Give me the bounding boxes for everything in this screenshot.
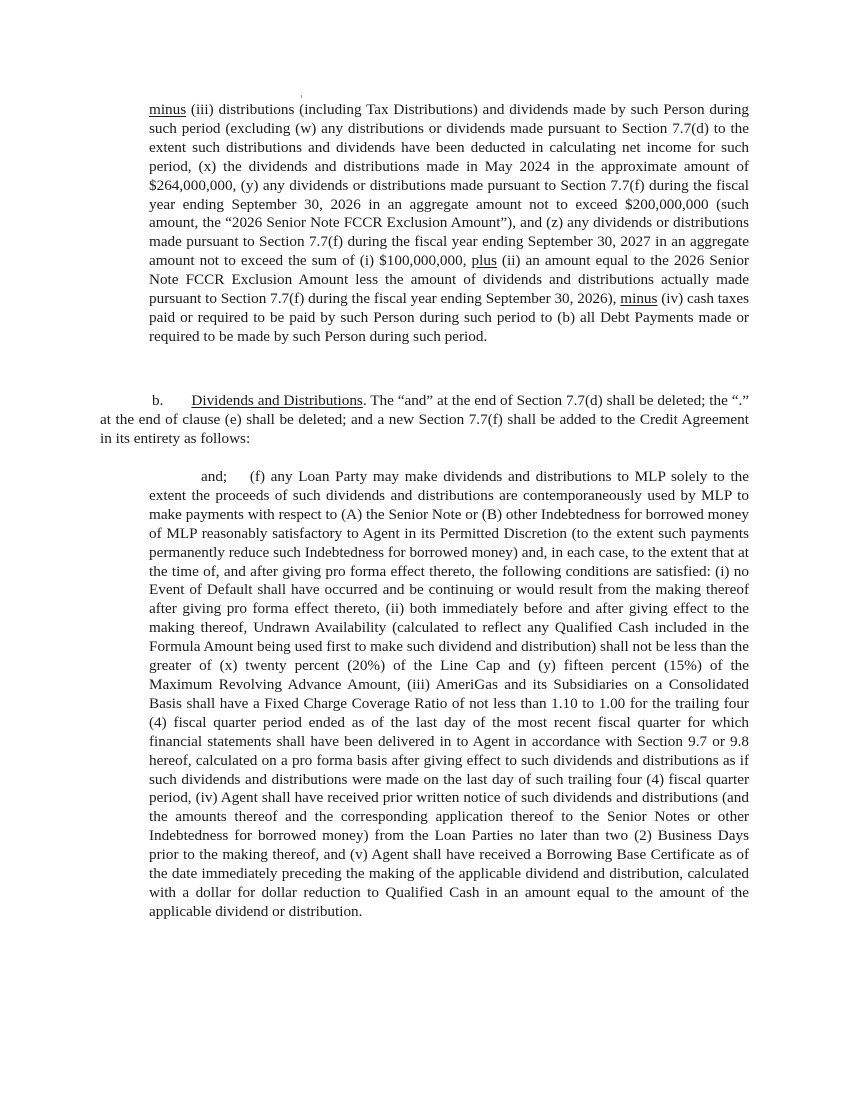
stray-mark <box>301 95 302 98</box>
section-letter: b. <box>152 392 164 409</box>
paragraph-dividends-and-distributions <box>100 392 749 449</box>
paragraph-text: (f) any Loan Party may make dividends and distributions to MLP solely to the extent the proceeds of such dividends and distributions are contemporaneously used by MLP to make payments with respect to (A) the Senior Note or (B) other Indebtedness for borrowed money of MLP reasonably satisfactory to Agent in its Permitted Discretion (to the extent such payments permanently reduce such Indebtedness for borrowed money) and, in each case, to the extent that at the time of, and after giving pro forma effect thereto, the following conditions are satisfied: (i) no Event of Default shall have occurred and be continuing or would result from the making thereof after giving pro forma effect thereto, (ii) both immediately before and after giving effect to the making thereof, Undrawn Availability (calculated to reflect any Qualified Cash included in the Formula Amount being used first to make such dividend and distribution) shall not be less than the greater of (x) twenty percent (20%) of the Line Cap and (y) fifteen percent (15%) of the Maximum Revolving Advance Amount, (iii) AmeriGas and its Subsidiaries on a Consolidated Basis shall have a Fixed Charge Coverage Ratio of not less than 1.10 to 1.00 for the trailing four (4) fiscal quarter period ended as of the last day of the most recent fiscal quarter for which financial statements shall have been delivered in to Agent in accordance with Section 9.7 or 9.8 hereof, calculated on a pro forma basis after giving effect to such dividends and distributions as if such dividends and distributions were made on the last day of such trailing four (4) fiscal quarter period, (iv) Agent shall have received prior written notice of such dividends and distributions (and the amounts thereof and the corresponding application thereof to the Senior Notes or other Indebtedness for borrowed money) from the Loan Parties no later than two (2) Business Days prior to the making thereof, and (v) Agent shall have received a Borrowing Base Certificate as of the date immediately preceding the making of the applicable dividend and distribution, calculated with a dollar for dollar reduction to Qualified Cash in an amount equal to the amount of the applicable dividend or distribution. <box>149 468 749 920</box>
paragraph-text: (iii) distributions (including Tax Distributions) and dividends made by such Person during such period (excluding (w) any distributions or dividends made pursuant to Section 7.7(d) to the extent such distributions and dividends have been deducted in calculating net income for such period, (x) the dividends and distributions made in May 2024 in the approximate amount of $264,000,000, (y) any dividends or distributions made pursuant to Section 7.7(f) during the fiscal year ending September 30, 2026 in an aggregate amount not to exceed $200,000,000 (such amount, the “2026 Senior Note FCCR Exclusion Amount”), and (z) any dividends or distributions made pursuant to Section 7.7(f) during the fiscal year ending September 30, 2027 in an aggregate amount not to exceed the sum of (i) $100,000,000, <box>149 101 749 270</box>
paragraph-text: (iv) cash taxes paid or required to be paid by such Person during such period to (b) all Debt Payments made or required to be made by such Person during such period. <box>149 290 749 345</box>
section-heading: Dividends and Distributions <box>191 392 363 409</box>
paragraph-section-7-7-f <box>149 468 749 922</box>
paragraph-fccr-definition-continued <box>149 101 749 347</box>
lead-word: and; <box>201 468 228 485</box>
paragraph-text: (ii) an amount equal to the 2026 Senior Note FCCR Exclusion Amount less the amount of dividends and distributions actually made pursuant to Section 7.7(f) during the fiscal year ending September 30, 2026), <box>149 252 749 308</box>
minus-term: minus <box>149 101 187 118</box>
plus-term: plus <box>471 252 497 270</box>
minus-term: minus <box>620 290 658 308</box>
paragraph-text: . The “and” at the end of Section 7.7(d) shall be deleted; the “.” at the end of clause (e) shall be deleted; and a new Section 7.7(f) shall be added to the Credit Agreement in its entirety as follows: <box>100 392 749 447</box>
